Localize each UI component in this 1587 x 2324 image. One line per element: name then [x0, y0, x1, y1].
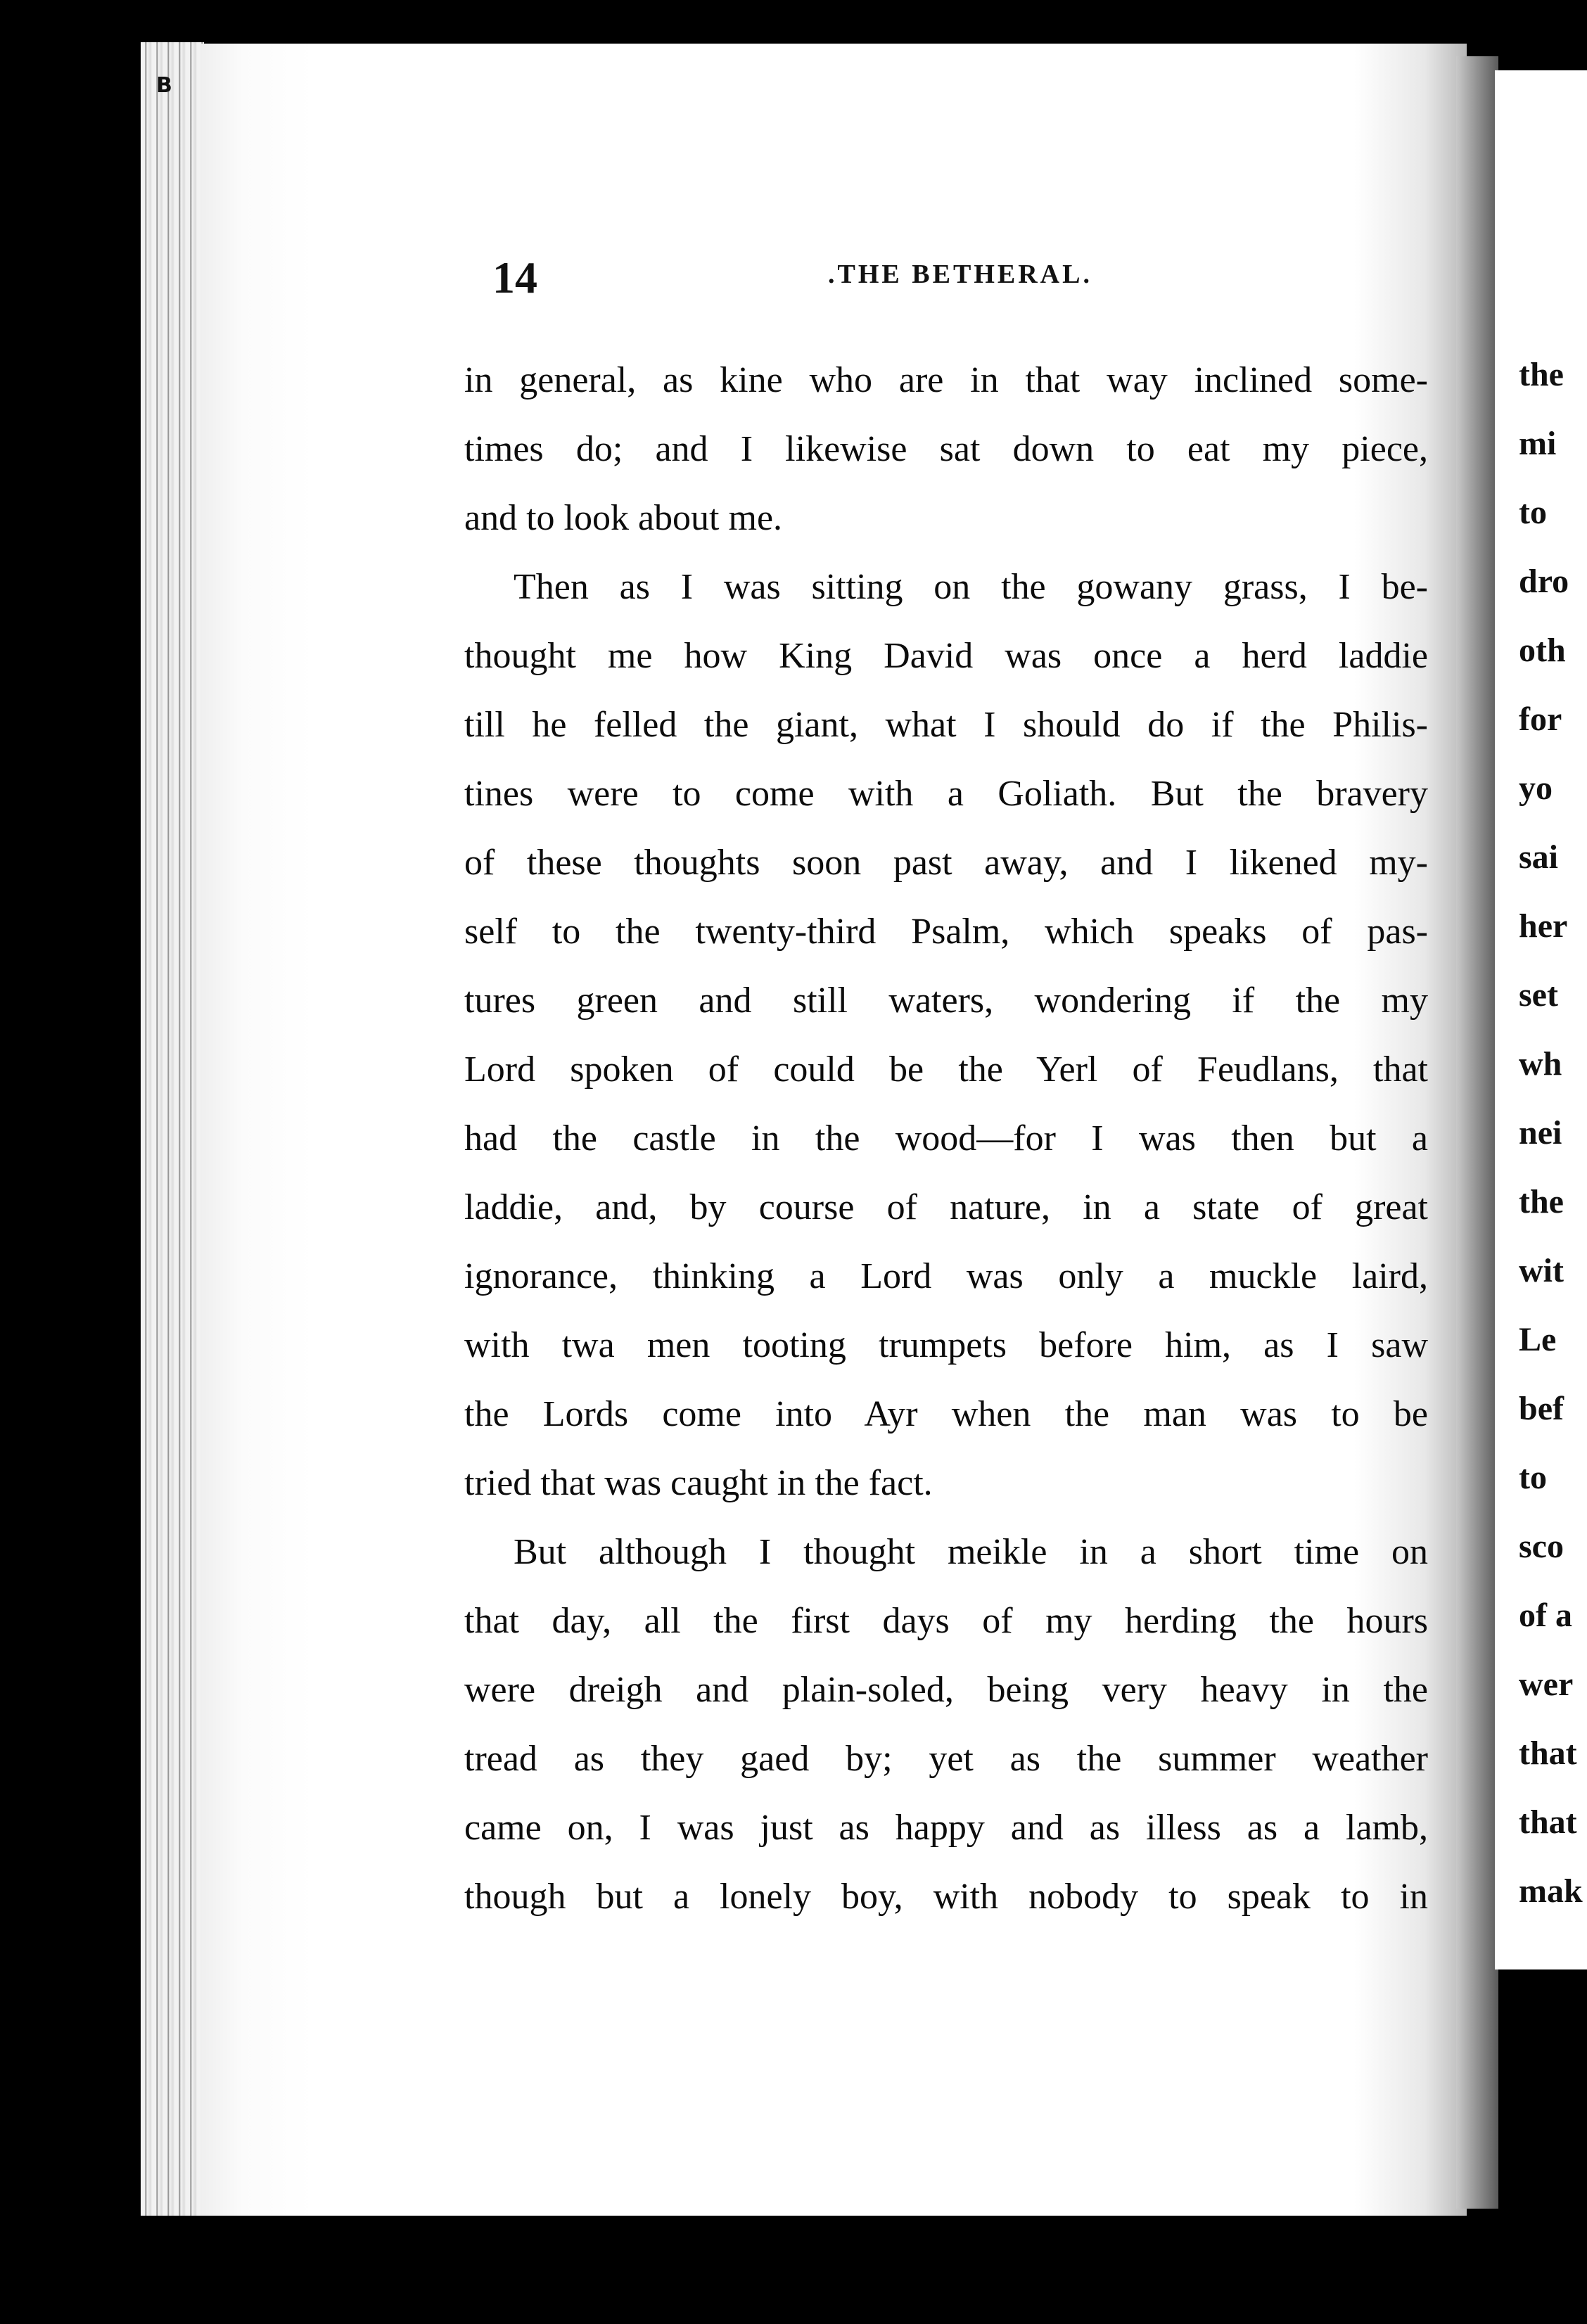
text-line: that day, all the first days of my herding the hours: [464, 1601, 1428, 1641]
next-page-line: Le: [1519, 1321, 1557, 1358]
next-page-line: sco: [1519, 1528, 1564, 1565]
next-page-line: mi: [1519, 425, 1557, 462]
text-line: laddie, and, by course of nature, in a state of great: [464, 1187, 1428, 1227]
text-line: till he felled the giant, what I should do if the Philis-: [464, 705, 1428, 745]
next-page-line: yo: [1519, 770, 1553, 807]
text-line: tried that was caught in the fact.: [464, 1463, 933, 1503]
next-page-line: the: [1519, 1183, 1564, 1220]
next-page-line: nei: [1519, 1114, 1562, 1151]
next-page-line: the: [1519, 356, 1564, 393]
next-page-line: for: [1519, 701, 1562, 738]
next-page-line: bef: [1519, 1390, 1564, 1427]
next-page-line: that: [1519, 1803, 1577, 1841]
text-line: came on, I was just as happy and as illess as a lamb,: [464, 1808, 1428, 1848]
text-line: ignorance, thinking a Lord was only a muckle laird,: [464, 1256, 1428, 1296]
next-page-line: wer: [1519, 1666, 1574, 1703]
text-line: tures green and still waters, wondering if the my: [464, 981, 1428, 1021]
text-line: of these thoughts soon past away, and I likened my-: [464, 843, 1428, 883]
text-line: tines were to come with a Goliath. But the bravery: [464, 774, 1428, 814]
next-page-line: her: [1519, 907, 1568, 945]
text-line: with twa men tooting trumpets before him, as I saw: [464, 1325, 1428, 1365]
next-page-line: set: [1519, 976, 1558, 1014]
text-line: the Lords come into Ayr when the man was to be: [464, 1394, 1428, 1434]
text-line: Lord spoken of could be the Yerl of Feudlans, that: [464, 1049, 1428, 1090]
text-line: though but a lonely boy, with nobody to speak to in: [464, 1877, 1428, 1917]
text-line: self to the twenty-third Psalm, which speaks of pas-: [464, 912, 1428, 952]
next-page-line: that: [1519, 1735, 1577, 1772]
page-number: 14: [492, 253, 537, 302]
body-text: [464, 346, 1428, 1932]
running-head: .THE BETHERAL.: [828, 260, 1092, 289]
text-line: in general, as kine who are in that way inclined some-: [464, 360, 1428, 400]
next-page-line: to: [1519, 494, 1547, 531]
text-line: But although I thought meikle in a short time on: [514, 1532, 1428, 1572]
page-header: [492, 252, 1428, 301]
text-line: thought me how King David was once a herd laddie: [464, 636, 1428, 676]
book-gutter: [1456, 56, 1498, 2209]
text-line: had the castle in the wood—for I was then but a: [464, 1118, 1428, 1158]
next-page-line: oth: [1519, 632, 1566, 669]
next-page-fragment: [1495, 70, 1587, 1969]
next-page-line: of a: [1519, 1597, 1572, 1634]
next-page-line: to: [1519, 1459, 1547, 1496]
next-page-line: wit: [1519, 1252, 1564, 1289]
text-line: times do; and I likewise sat down to eat my piece,: [464, 429, 1428, 469]
corner-label: B: [156, 73, 172, 98]
next-page-line: wh: [1519, 1045, 1562, 1083]
page-stack-edge: [141, 42, 204, 2216]
next-page-line: dro: [1519, 563, 1569, 600]
next-page-line: mak: [1519, 1872, 1583, 1910]
text-line: tread as they gaed by; yet as the summer weather: [464, 1739, 1428, 1779]
text-line: were dreigh and plain-soled, being very heavy in the: [464, 1670, 1428, 1710]
next-page-line: sai: [1519, 838, 1559, 876]
text-line: and to look about me.: [464, 498, 783, 538]
text-line: Then as I was sitting on the gowany grass, I be-: [514, 567, 1428, 607]
